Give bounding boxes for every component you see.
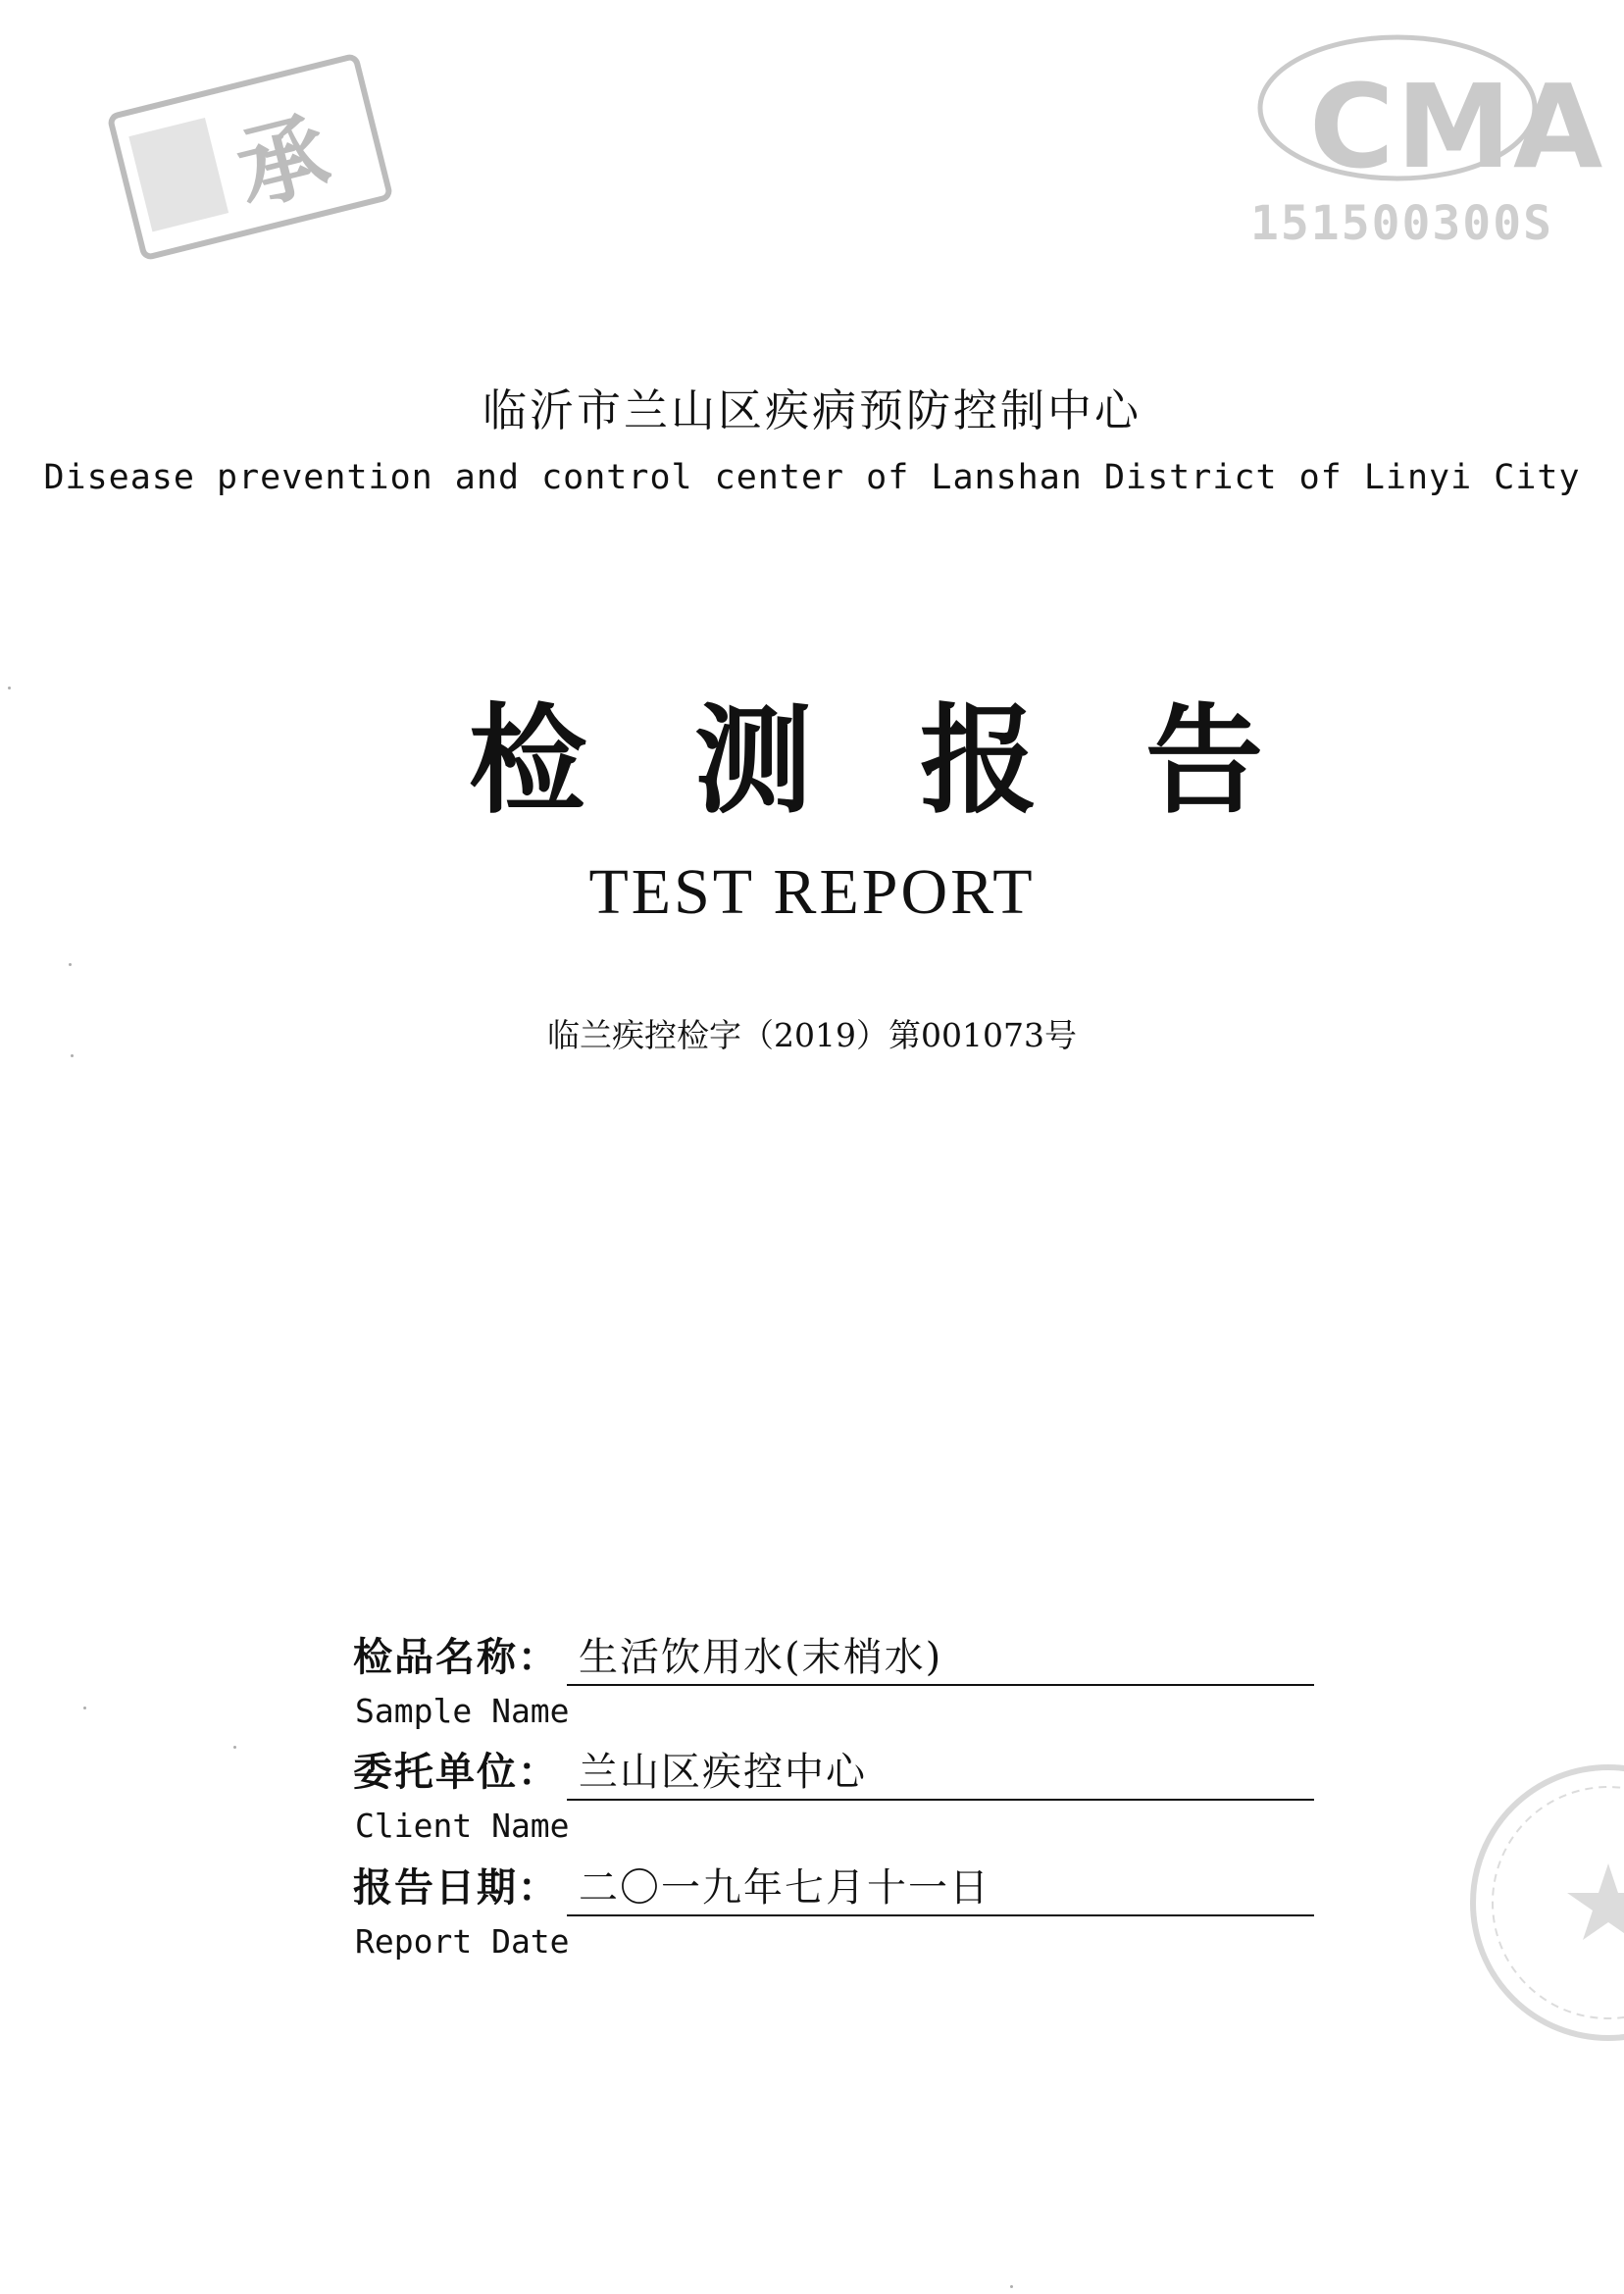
field-value: 生活饮用水(末梢水) xyxy=(579,1635,943,1680)
field-client-name xyxy=(353,1748,1314,1845)
round-seal-icon xyxy=(1461,1756,1624,2050)
official-seal xyxy=(1461,1756,1624,2050)
field-underline xyxy=(567,1799,1314,1801)
scan-speck xyxy=(83,1707,86,1709)
field-value: 二〇一九年七月十一日 xyxy=(579,1865,990,1911)
field-underline xyxy=(567,1914,1314,1916)
approval-stamp xyxy=(103,49,398,266)
field-label-en: Client Name xyxy=(355,1807,570,1845)
scan-speck xyxy=(71,1054,74,1057)
report-title-cn: 检测报告 xyxy=(469,691,1371,830)
report-number: 临兰疾控检字（2019）第001073号 xyxy=(547,1016,1077,1054)
field-label: 检品名称： xyxy=(353,1634,559,1680)
organization-name-en: Disease prevention and control center of Lanshan District of Linyi City xyxy=(43,458,1581,497)
scan-speck xyxy=(233,1746,236,1749)
cma-certification-stamp xyxy=(1250,20,1605,255)
cma-number: 151500300S xyxy=(1250,196,1553,251)
scan-speck xyxy=(8,687,11,689)
field-value: 兰山区疾控中心 xyxy=(579,1750,867,1795)
field-label-en: Report Date xyxy=(355,1922,570,1961)
field-report-date xyxy=(353,1863,1314,1961)
stamp-text: 承 xyxy=(226,99,339,225)
field-underline xyxy=(567,1684,1314,1686)
field-label-en: Sample Name xyxy=(355,1692,570,1730)
field-label: 委托单位： xyxy=(353,1749,559,1795)
field-label: 报告日期： xyxy=(353,1864,559,1911)
field-sample-name xyxy=(353,1633,1314,1730)
organization-name-cn: 临沂市兰山区疾病预防控制中心 xyxy=(482,384,1142,436)
cma-letters: CMA xyxy=(1309,59,1605,194)
scan-speck xyxy=(1010,2285,1013,2288)
report-title-en: TEST REPORT xyxy=(588,856,1036,928)
scan-speck xyxy=(69,963,72,966)
